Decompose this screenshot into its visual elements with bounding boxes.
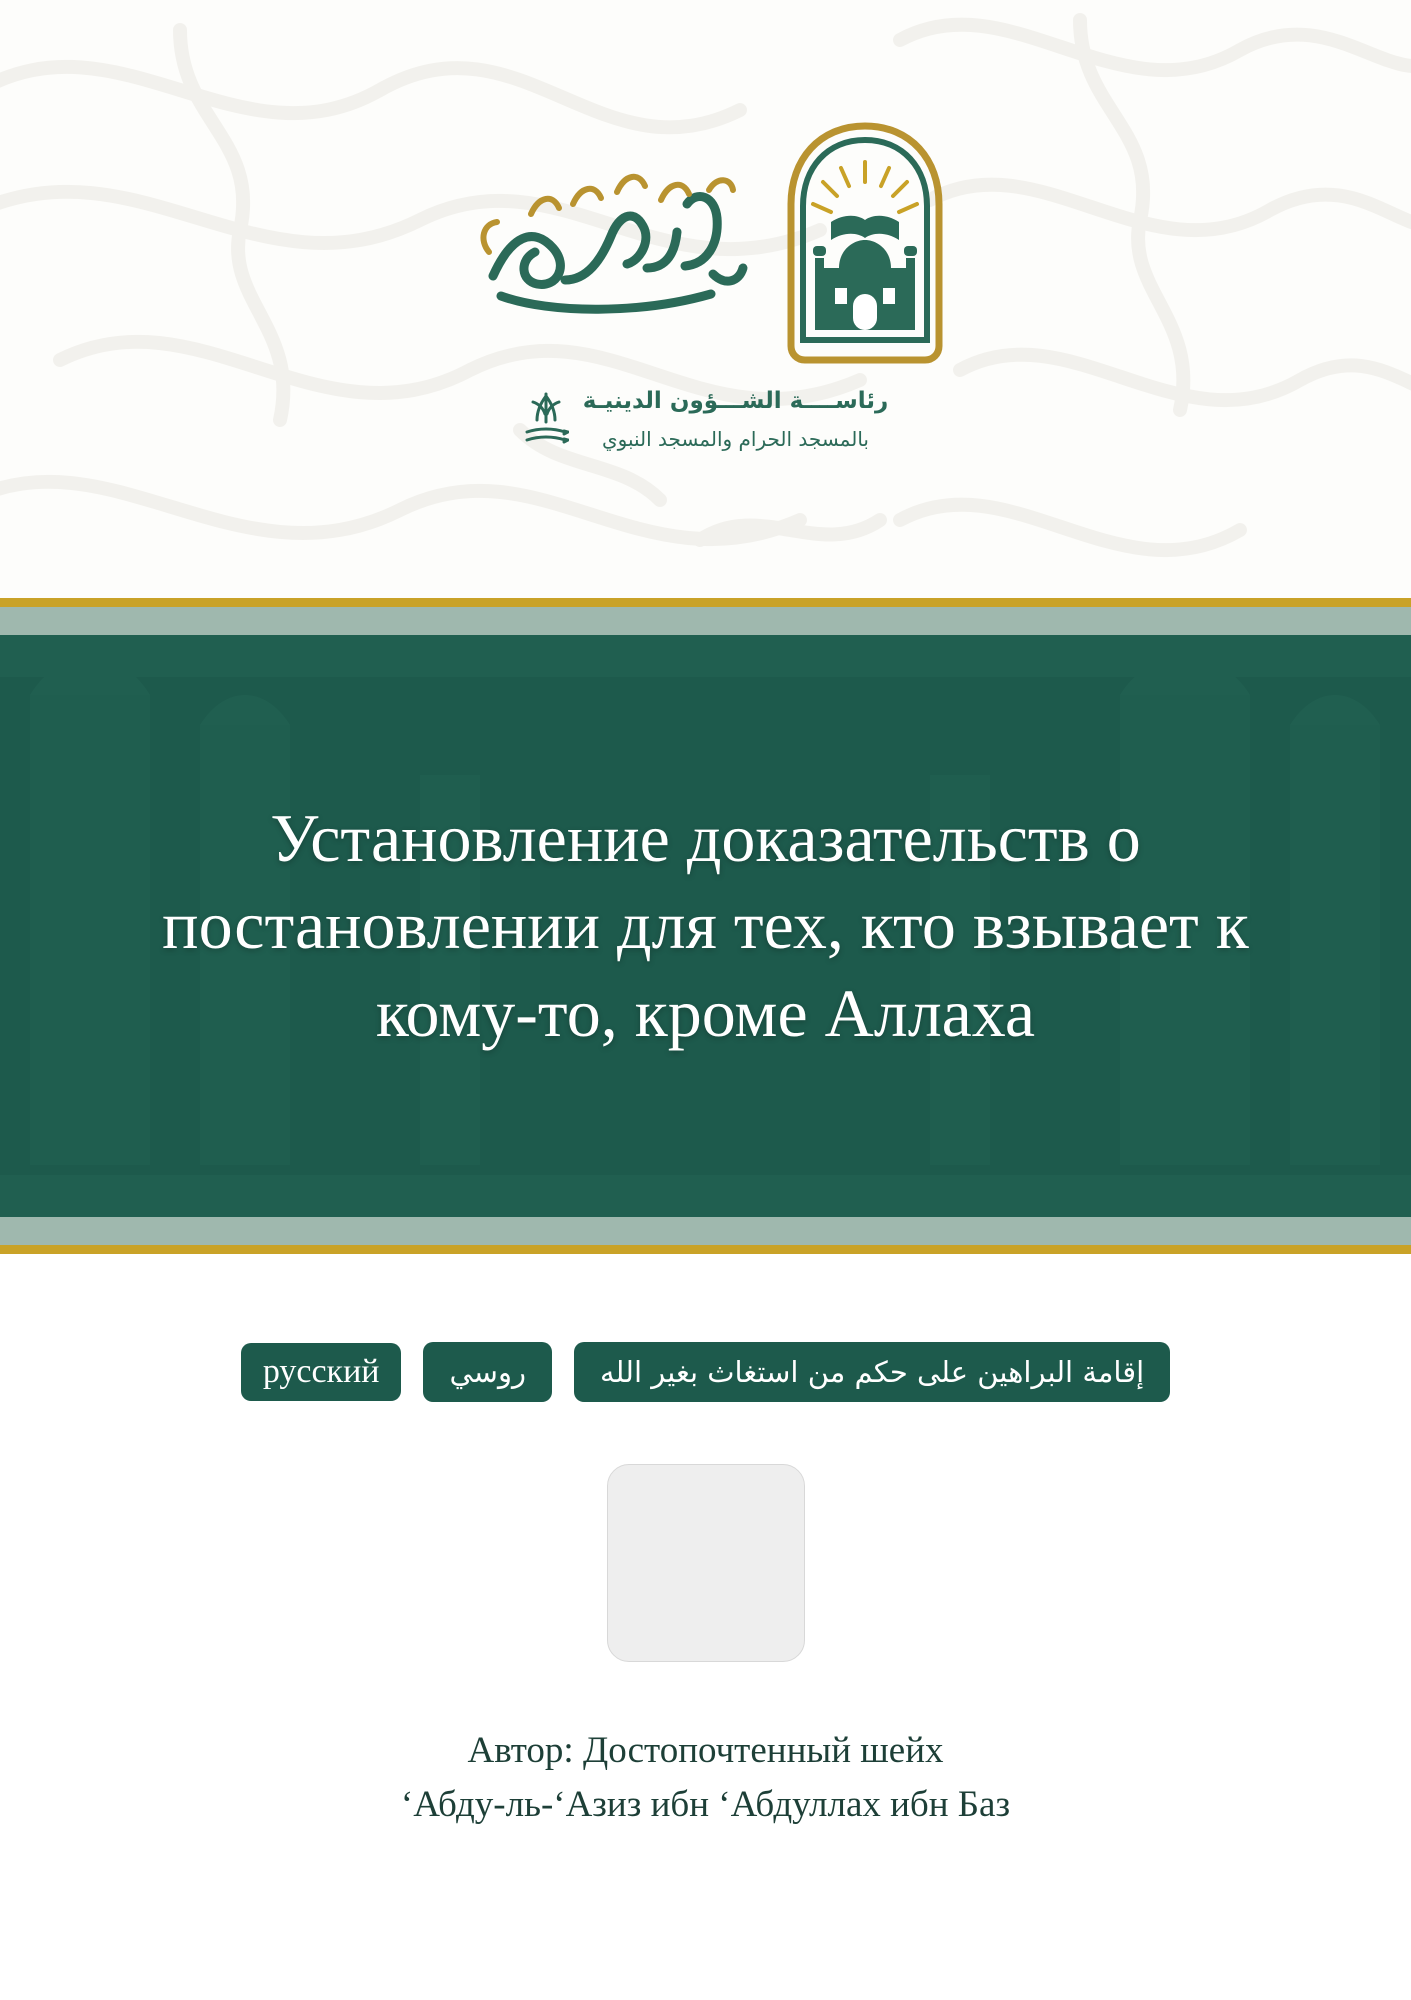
organization-name-line2: بالمسجد الحرام والمسجد النبوي bbox=[601, 426, 869, 451]
author-line-2: ʻАбду-ль-ʻАзиз ибн ʻАбдуллах ибн Баз bbox=[400, 1783, 1011, 1825]
tag-row bbox=[0, 1342, 1411, 1402]
author-block bbox=[0, 1724, 1411, 1831]
organization-logo bbox=[0, 118, 1411, 455]
gold-divider-bottom bbox=[0, 1245, 1411, 1254]
cover-thumbnail-placeholder[interactable] bbox=[607, 1464, 805, 1662]
logo-row bbox=[461, 118, 951, 368]
organization-name-line1: رئاســــة الشـــؤون الدينيـة bbox=[582, 388, 889, 414]
title-band bbox=[0, 635, 1411, 1217]
author-line-1: Автор: Достопочтенный шейх bbox=[467, 1730, 944, 1772]
page-title: Установление доказательств о постановлении для тех, кто взывает к кому-то, кроме Аллаха bbox=[162, 800, 1249, 1051]
saudi-palm-swords-icon bbox=[523, 388, 569, 450]
gold-divider-top bbox=[0, 598, 1411, 607]
header-section bbox=[0, 0, 1411, 598]
tag-language-russian[interactable]: русский bbox=[241, 1343, 402, 1402]
sage-divider-bottom bbox=[0, 1217, 1411, 1245]
thumbnail-wrapper bbox=[0, 1464, 1411, 1662]
tag-language-arabic[interactable]: روسي bbox=[423, 1342, 551, 1402]
mosque-arch-emblem-icon bbox=[779, 118, 951, 368]
tag-arabic-title[interactable]: إقامة البراهين على حكم من استغاث بغير الله bbox=[574, 1342, 1170, 1402]
organization-name-block bbox=[523, 384, 888, 455]
haramain-calligraphy-icon bbox=[461, 156, 761, 331]
organization-name-text bbox=[583, 384, 888, 455]
sage-divider-top bbox=[0, 607, 1411, 635]
